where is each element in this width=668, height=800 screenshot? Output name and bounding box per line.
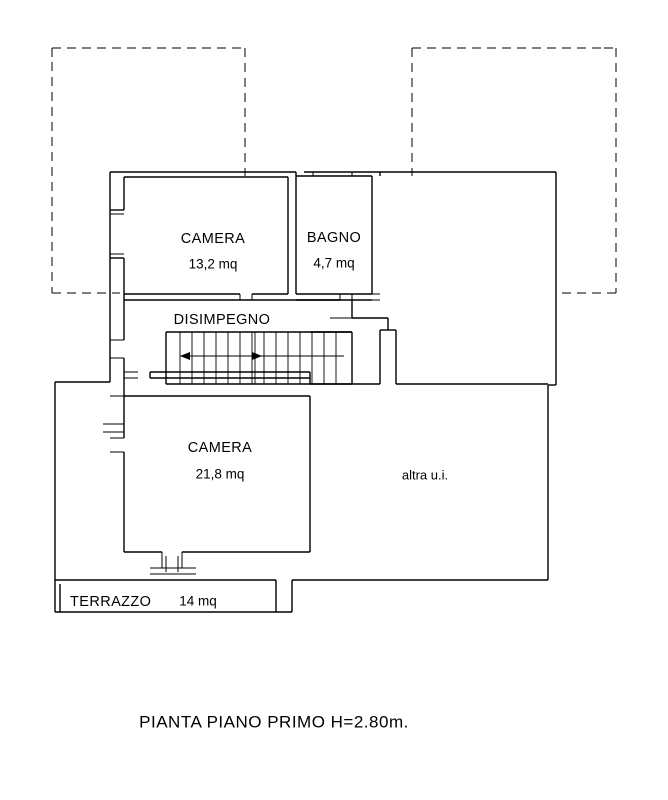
label-bagno: BAGNO xyxy=(306,229,362,246)
area-camera-bottom: 21,8 mq xyxy=(195,466,245,482)
other-unit-zone xyxy=(396,330,548,384)
label-camera-bottom: CAMERA xyxy=(187,439,253,456)
label-altra-ui: altra u.i. xyxy=(401,467,449,483)
label-terrazzo: TERRAZZO xyxy=(70,593,152,610)
label-disimpegno: DISIMPEGNO xyxy=(173,311,271,328)
area-bagno: 4,7 mq xyxy=(313,255,355,271)
left-exterior-wall xyxy=(103,177,138,552)
drawing-title: PIANTA PIANO PRIMO H=2.80m. xyxy=(139,712,409,732)
area-camera-top: 13,2 mq xyxy=(188,256,238,272)
staircase xyxy=(150,332,352,384)
building-outline xyxy=(55,172,556,612)
room-camera-bottom xyxy=(124,396,310,574)
area-terrazzo: 14 mq xyxy=(179,593,217,609)
label-camera-top: CAMERA xyxy=(180,230,246,247)
